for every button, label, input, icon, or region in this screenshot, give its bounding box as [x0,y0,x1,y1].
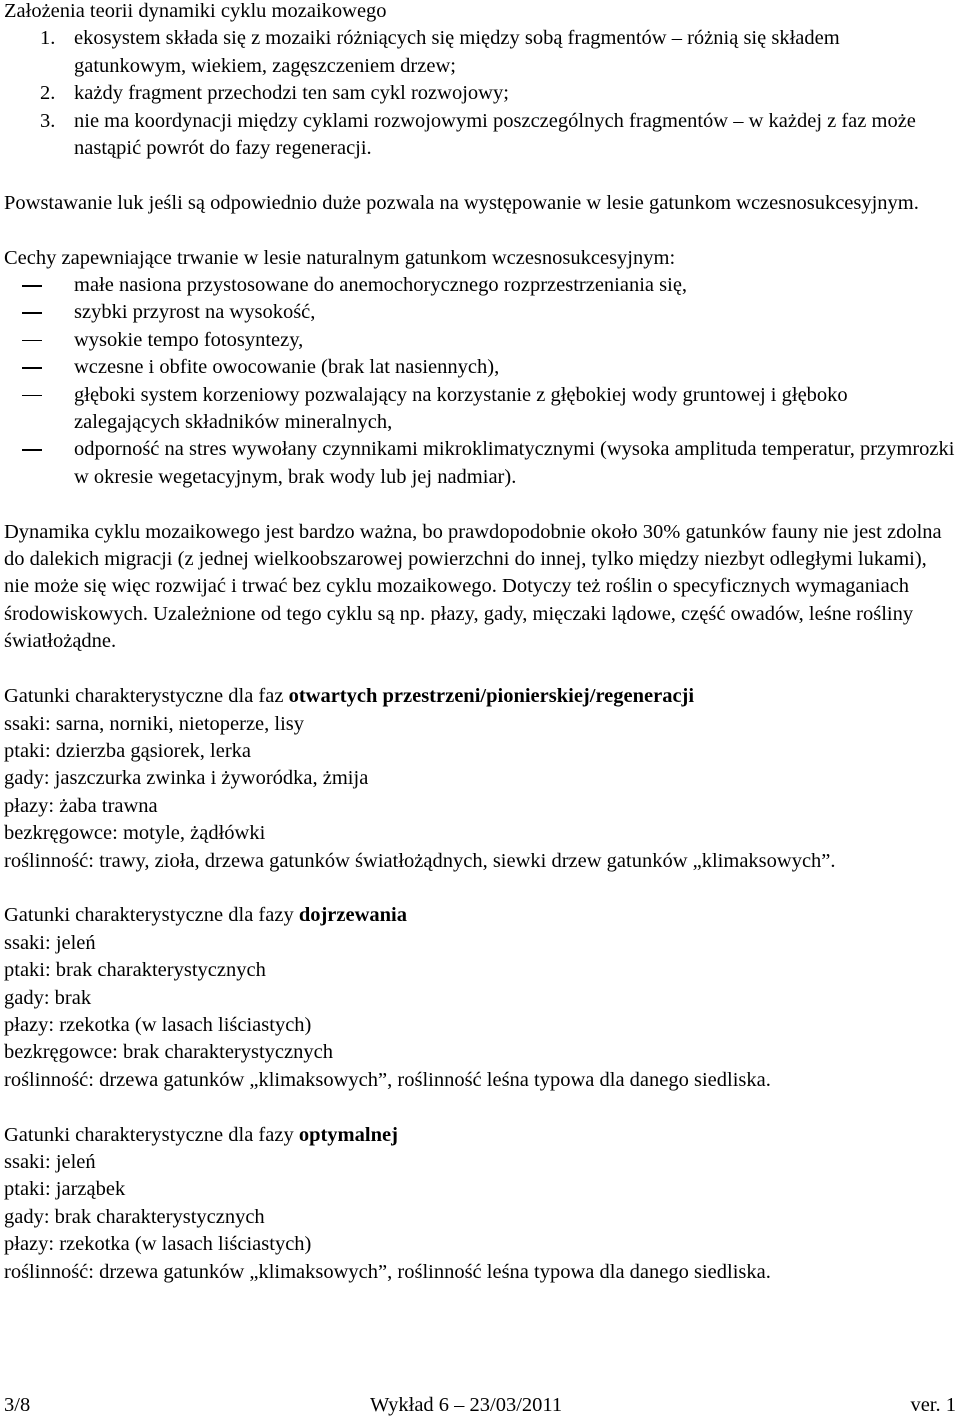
section-phase: optymalnej [298,1123,398,1146]
species-line: gady: jaszczurka zwinka i żyworódka, żmija [4,767,369,790]
dash-bullet [4,436,74,491]
page-footer [4,1392,956,1419]
document-title: Założenia teorii dynamiki cyklu mozaikowego [4,0,387,22]
species-line: bezkręgowce: brak charakterystycznych [4,1041,333,1064]
dash-bullet [4,299,74,326]
document-page [4,0,956,1286]
list-item-text: każdy fragment przechodzi ten sam cykl rozwojowy; [74,82,509,105]
list-item-text: nie ma koordynacji między cyklami rozwojowymi poszczególnych fragmentów – w każdej z faz może nastąpić powrót do fazy regeneracji. [74,109,916,160]
list-item-text: wysokie tempo fotosyntezy, [74,328,304,351]
list-item [4,436,956,491]
species-line: ssaki: sarna, norniki, nietoperze, lisy [4,712,305,735]
section-heading [4,683,956,710]
section-phase: otwartych przestrzeni/pionierskiej/regeneracji [288,685,695,708]
list-number: 3. [40,109,56,132]
species-line: ptaki: dzierzba gąsiorek, lerka [4,739,252,762]
list-item-text: małe nasiona przystosowane do anemochorycznego rozprzestrzeniania się, [74,274,688,297]
section-phase: dojrzewania [298,904,408,927]
species-section [4,1122,956,1286]
list-item [4,354,956,381]
section-heading [4,1122,956,1149]
assumptions-list [4,25,956,162]
species-section [4,902,956,1094]
list-item [4,25,956,80]
features-intro: Cechy zapewniające trwanie w lesie naturalnym gatunkom wczesnosukcesyjnym: [4,246,676,269]
page-number: 3/8 [4,1394,31,1416]
list-item [4,272,956,299]
list-item [4,80,956,107]
list-number: 1. [40,27,56,50]
list-item-text: ekosystem składa się z mozaiki różniących się między sobą fragmentów – różnią się składem gatunkowym, wiekiem, zagęszczeniem drzew; [74,27,840,77]
dynamics-paragraph: Dynamika cyklu mozaikowego jest bardzo ważna, bo prawdopodobnie około 30% gatunków fauny nie jest zdolna do dalekich migracji (z jednej wielkoobszarowej powierzchni do innej, tylko między niezbyt odległymi lukami), nie może się więc rozwijać i trwać bez cyklu mozaikowego. Dotyczy też roślin o specyficznych wymaganiach środowiskowych. Uzależnione od tego cyklu są np. płazy, gady, mięczaki lądowe, część owadów, leśne rośliny światłożądne. [4,520,942,653]
list-item [4,327,956,354]
species-line: płazy: rzekotka (w lasach liściastych) [4,1013,312,1036]
species-line: gady: brak charakterystycznych [4,1205,265,1228]
species-line: bezkręgowce: motyle, żądłówki [4,822,266,845]
list-item [4,299,956,326]
species-line: roślinność: trawy, zioła, drzewa gatunków światłożądnych, siewki drzew gatunków „klimaksowych”. [4,849,836,872]
list-item-text: wczesne i obfite owocowanie (brak lat nasiennych), [74,356,500,379]
lecture-info: Wykład 6 – 23/03/2011 [370,1394,563,1416]
features-list [4,272,956,491]
species-line: ssaki: jeleń [4,1150,96,1173]
list-item [4,382,956,437]
section-heading-prefix: Gatunki charakterystyczne dla faz [4,685,289,708]
dash-bullet [4,327,74,354]
species-line: roślinność: drzewa gatunków „klimaksowych”, roślinność leśna typowa dla danego siedliska. [4,1260,771,1283]
list-number: 2. [40,82,56,105]
species-line: ptaki: brak charakterystycznych [4,959,266,982]
list-item-text: szybki przyrost na wysokość, [74,301,316,324]
species-section [4,683,956,875]
section-heading [4,902,956,929]
species-line: gady: brak [4,986,92,1009]
list-item-text: głęboki system korzeniowy pozwalający na korzystanie z głębokiej wody gruntowej i głęboko zalegających składników mineralnych, [74,383,848,434]
version-label: ver. 1 [910,1394,956,1416]
species-line: ssaki: jeleń [4,931,96,954]
species-line: roślinność: drzewa gatunków „klimaksowych”, roślinność leśna typowa dla danego siedliska. [4,1068,771,1091]
species-line: ptaki: jarząbek [4,1178,126,1201]
species-line: płazy: rzekotka (w lasach liściastych) [4,1233,312,1256]
section-heading-prefix: Gatunki charakterystyczne dla fazy [4,904,299,927]
species-line: płazy: żaba trawna [4,794,158,817]
gaps-paragraph: Powstawanie luk jeśli są odpowiednio duże pozwala na występowanie w lesie gatunkom wczesnosukcesyjnym. [4,191,919,214]
dash-bullet [4,382,74,437]
list-item-text: odporność na stres wywołany czynnikami mikroklimatycznymi (wysoka amplituda temperatur, przymrozki w okresie wegetacyjnym, brak wody lub jej nadmiar). [74,438,955,488]
dash-bullet [4,272,74,299]
section-heading-prefix: Gatunki charakterystyczne dla fazy [4,1123,299,1146]
dash-bullet [4,354,74,381]
list-item [4,108,956,163]
